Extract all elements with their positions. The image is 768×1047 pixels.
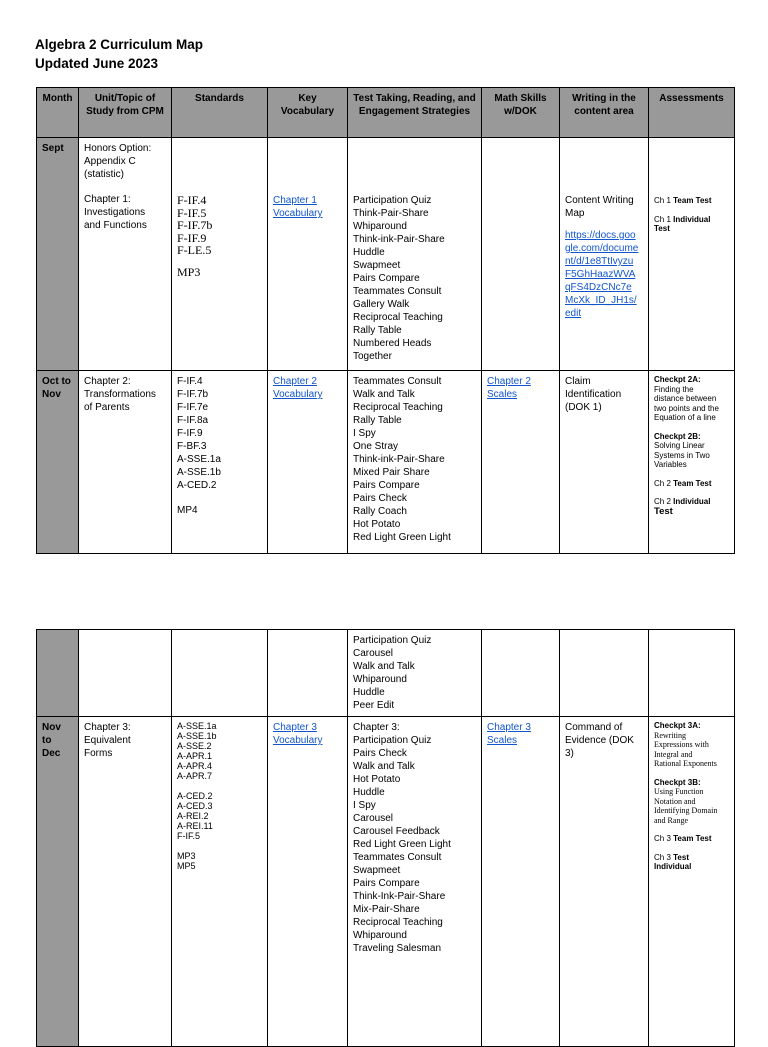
strategy: Pairs Check xyxy=(353,748,407,759)
writing-map-link[interactable]: F5GhHaazWVA xyxy=(565,269,636,280)
strategy: I Spy xyxy=(353,800,376,811)
standard: F-IF.7b xyxy=(177,389,209,400)
math-practice: MP5 xyxy=(177,861,196,871)
math-practice: MP4 xyxy=(177,505,198,516)
standard: A-CED.2 xyxy=(177,480,217,491)
strategy: Pairs Compare xyxy=(353,480,420,491)
writing-map-link[interactable]: edit xyxy=(565,308,582,319)
checkpoint-title: Checkpt 3A: xyxy=(654,721,701,730)
math-skills-cell xyxy=(482,630,560,717)
strategy: Walk and Talk xyxy=(353,761,415,772)
writing-map-link[interactable]: gle.com/docume xyxy=(565,243,639,254)
strategy: Walk and Talk xyxy=(353,661,415,672)
strategy: Together xyxy=(353,351,392,362)
assessment-individual-test xyxy=(654,215,729,234)
strategy: Pairs Compare xyxy=(353,273,420,284)
checkpoint-text: Using Function xyxy=(654,787,704,796)
assessment-type: Team Test xyxy=(673,196,712,205)
checkpoint-text: Systems in Two xyxy=(654,450,710,460)
strategy: One Stray xyxy=(353,441,399,452)
vocabulary-link[interactable]: Vocabulary xyxy=(273,389,323,400)
standard: A-CED.2 xyxy=(177,791,213,801)
writing-cell xyxy=(560,717,649,1047)
strategy: Huddle xyxy=(353,247,385,258)
checkpoint-text: Identifying Domain xyxy=(654,806,718,815)
strategy: Traveling Salesman xyxy=(353,943,442,954)
standard: F-IF.5 xyxy=(177,831,201,841)
strategy: Teammates Consult xyxy=(353,852,442,863)
standard: F-LE.5 xyxy=(177,243,212,257)
unit-text: Equivalent xyxy=(84,735,131,746)
writing-text: (DOK 1) xyxy=(565,402,602,413)
title-line-1: Algebra 2 Curriculum Map xyxy=(35,37,204,52)
checkpoint-text: Solving Linear xyxy=(654,441,705,450)
unit-cell xyxy=(79,717,172,1047)
month-cell xyxy=(37,717,79,1047)
math-skills-cell xyxy=(482,138,560,371)
strategy: Think-Ink-Pair-Share xyxy=(353,891,446,902)
scales-link[interactable]: Chapter 3 xyxy=(487,722,531,733)
vocabulary-cell xyxy=(268,630,348,717)
standard: A-APR.4 xyxy=(177,761,213,771)
standards-cell xyxy=(172,630,268,717)
assessments-cell xyxy=(649,630,735,717)
header-strategies: Test Taking, Reading, and Engagement Strategies xyxy=(348,88,482,138)
standard: A-SSE.1b xyxy=(177,731,217,741)
assessments-cell xyxy=(649,717,735,1047)
checkpoint-title: Checkpt 2A: xyxy=(654,375,701,384)
math-practice: MP3 xyxy=(177,264,201,279)
vocabulary-link[interactable]: Chapter 1 xyxy=(273,195,317,206)
checkpoint-title: Checkpt 2B: xyxy=(654,431,701,441)
standard: A-CED.3 xyxy=(177,801,213,811)
strategy: Gallery Walk xyxy=(353,299,410,310)
strategy: Red Light Green Light xyxy=(353,532,451,543)
math-skills-cell xyxy=(482,717,560,1047)
strategies-cell xyxy=(348,371,482,554)
assessment-type: Team Test xyxy=(673,478,712,488)
document-title xyxy=(35,35,203,73)
unit-text: Chapter 3: xyxy=(84,722,131,733)
strategy: Peer Edit xyxy=(353,700,395,711)
standard: F-IF.8a xyxy=(177,415,209,426)
strategy: Rally Coach xyxy=(353,506,407,517)
standard: A-SSE.1b xyxy=(177,467,221,478)
math-skills-cell xyxy=(482,371,560,554)
month-cell xyxy=(37,630,79,717)
strategy: Swapmeet xyxy=(353,865,401,876)
strategy: Teammates Consult xyxy=(353,286,442,297)
strategy: Hot Potato xyxy=(353,774,401,785)
vocabulary-link[interactable]: Vocabulary xyxy=(273,208,323,219)
unit-text: Appendix C xyxy=(84,156,136,167)
standard: A-APR.7 xyxy=(177,771,213,781)
header-writing: Writing in the content area xyxy=(560,88,649,138)
month-text: Nov xyxy=(42,389,61,400)
unit-cell xyxy=(79,138,172,371)
month-text: Dec xyxy=(42,748,61,759)
strategy: Carousel Feedback xyxy=(353,826,440,837)
row-sept xyxy=(37,138,735,371)
assessment-chapter: Ch 1 xyxy=(654,196,674,205)
row-continued xyxy=(37,630,735,717)
unit-text: Chapter 2: xyxy=(84,376,131,387)
strategy: Rally Table xyxy=(353,325,402,336)
writing-text: Command of xyxy=(565,722,623,733)
strategy: Huddle xyxy=(353,687,385,698)
strategy: Pairs Compare xyxy=(353,878,420,889)
standard: F-IF.4 xyxy=(177,376,203,387)
standard: F-IF.5 xyxy=(177,205,207,220)
strategy: Whiparound xyxy=(353,930,407,941)
writing-map-link[interactable]: nt/d/1e8TtIvyzu xyxy=(565,256,634,267)
writing-cell xyxy=(560,371,649,554)
assessment-type: Test xyxy=(673,852,689,862)
strategy: Participation Quiz xyxy=(353,195,432,206)
writing-map-link[interactable]: McXk_ID_JH1s/ xyxy=(565,295,637,306)
unit-text: Investigations xyxy=(84,207,146,218)
vocabulary-cell xyxy=(268,717,348,1047)
strategy: Red Light Green Light xyxy=(353,839,451,850)
writing-text: Identification xyxy=(565,389,622,400)
assessments-cell xyxy=(649,138,735,371)
writing-text: 3) xyxy=(565,748,574,759)
standards-cell xyxy=(172,717,268,1047)
strategy: Swapmeet xyxy=(353,260,401,271)
unit-text: Transformations xyxy=(84,389,156,400)
assessment-chapter: Ch 2 xyxy=(654,478,674,488)
assessment-chapter: Ch 1 xyxy=(654,214,674,224)
writing-text: Content Writing xyxy=(565,195,634,206)
standard: A-SSE.1a xyxy=(177,454,221,465)
assessment-team-test xyxy=(654,479,729,489)
strategy: Think-ink-Pair-Share xyxy=(353,234,445,245)
strategy: Reciprocal Teaching xyxy=(353,402,443,413)
header-month: Month xyxy=(37,88,79,138)
header-vocabulary: Key Vocabulary xyxy=(268,88,348,138)
curriculum-table-2 xyxy=(36,629,735,1047)
title-line-2: Updated June 2023 xyxy=(35,56,159,71)
strategy: Mixed Pair Share xyxy=(353,467,430,478)
checkpoint-text: and Range xyxy=(654,815,688,825)
header-assessments: Assessments xyxy=(649,88,735,138)
assessment-team-test xyxy=(654,196,729,206)
writing-map-link[interactable]: qFS4DzCNc7e xyxy=(565,282,632,293)
checkpoint-text: Integral and xyxy=(654,749,693,759)
strategy: Participation Quiz xyxy=(353,735,432,746)
strategy: Walk and Talk xyxy=(353,389,415,400)
curriculum-table-1 xyxy=(36,87,735,554)
assessments-cell xyxy=(649,371,735,554)
strategy: Reciprocal Teaching xyxy=(353,917,443,928)
standard: A-SSE.2 xyxy=(177,741,212,751)
vocabulary-link[interactable]: Chapter 2 xyxy=(273,376,317,387)
writing-cell xyxy=(560,138,649,371)
unit-text: Honors Option: xyxy=(84,143,152,154)
checkpoint-text: two points and the xyxy=(654,403,719,413)
row-nov-dec xyxy=(37,717,735,1047)
checkpoint-text: Expressions with xyxy=(654,740,709,749)
strategy: Rally Table xyxy=(353,415,402,426)
strategies-cell xyxy=(348,138,482,371)
writing-text: Claim xyxy=(565,376,591,387)
strategy: I Spy xyxy=(353,428,376,439)
checkpoint-text: Notation and xyxy=(654,796,696,806)
writing-map-link[interactable]: https://docs.goo xyxy=(565,230,636,241)
header-standards: Standards xyxy=(172,88,268,138)
standard: F-IF.4 xyxy=(177,193,207,207)
strategy: Reciprocal Teaching xyxy=(353,312,443,323)
assessment-type: Team Test xyxy=(673,834,712,843)
strategy: Participation Quiz xyxy=(353,635,432,646)
writing-text: Map xyxy=(565,208,585,219)
checkpoint-text: Rewriting xyxy=(654,730,686,740)
assessment-type: Test xyxy=(654,224,670,233)
math-practice: MP3 xyxy=(177,851,196,861)
strategy: Hot Potato xyxy=(353,519,401,530)
strategy: Whiparound xyxy=(353,221,407,232)
checkpoint-text: Finding the xyxy=(654,384,694,394)
unit-text: of Parents xyxy=(84,402,130,413)
assessment-chapter: Ch 3 xyxy=(654,834,674,843)
month-text: Nov to xyxy=(42,722,61,746)
writing-text: Evidence (DOK xyxy=(565,735,634,746)
assessment-individual-test xyxy=(654,853,729,872)
vocabulary-link[interactable]: Vocabulary xyxy=(273,735,323,746)
unit-cell xyxy=(79,630,172,717)
scales-link[interactable]: Chapter 2 xyxy=(487,376,531,387)
strategy: Huddle xyxy=(353,787,385,798)
assessment-type: Individual xyxy=(673,497,711,506)
header-math-skills: Math Skills w/DOK xyxy=(482,88,560,138)
strategy: Numbered Heads xyxy=(353,338,432,349)
assessment-team-test xyxy=(654,834,729,844)
header-row xyxy=(37,88,735,138)
assessment-type: Test xyxy=(654,505,673,517)
checkpoint-text: Rational Exponents xyxy=(654,759,717,768)
standard: F-IF.7e xyxy=(177,402,209,413)
assessment-chapter: Ch 2 xyxy=(654,497,674,506)
unit-text: Chapter 1: xyxy=(84,194,131,205)
row-oct-nov xyxy=(37,371,735,554)
strategies-cell xyxy=(348,717,482,1047)
assessment-type: Individual xyxy=(673,214,711,224)
standard: F-IF.9 xyxy=(177,230,207,245)
strategy: Carousel xyxy=(353,813,394,824)
strategy: Whiparound xyxy=(353,674,407,685)
vocabulary-cell xyxy=(268,371,348,554)
month-cell: Sept xyxy=(37,138,79,371)
vocabulary-link[interactable]: Chapter 3 xyxy=(273,722,317,733)
standard: F-IF.7b xyxy=(177,218,213,232)
unit-cell xyxy=(79,371,172,554)
month-cell xyxy=(37,371,79,554)
assessment-individual-test xyxy=(654,497,729,516)
strategy: Think-ink-Pair-Share xyxy=(353,454,445,465)
vocabulary-cell xyxy=(268,138,348,371)
checkpoint-title: Checkpt 3B: xyxy=(654,777,701,787)
scales-link[interactable]: Scales xyxy=(487,389,518,400)
standard: A-REI.2 xyxy=(177,811,209,821)
standards-cell xyxy=(172,371,268,554)
standard: F-IF.9 xyxy=(177,428,203,439)
scales-link[interactable]: Scales xyxy=(487,735,518,746)
checkpoint-text: distance between xyxy=(654,394,717,403)
strategy: Teammates Consult xyxy=(353,376,442,387)
strategy: Carousel xyxy=(353,648,394,659)
standard: A-REI.11 xyxy=(177,821,213,831)
strategy: Think-Pair-Share xyxy=(353,208,429,219)
standard: A-APR.1 xyxy=(177,751,213,761)
strategy: Pairs Check xyxy=(353,493,407,504)
standards-cell xyxy=(172,138,268,371)
header-unit: Unit/Topic of Study from CPM xyxy=(79,88,172,138)
assessment-chapter: Ch 3 xyxy=(654,852,674,862)
strategy: Mix-Pair-Share xyxy=(353,904,420,915)
checkpoint-text: Equation of a line xyxy=(654,413,716,422)
assessment-type: Individual xyxy=(654,862,692,871)
standard: F-BF.3 xyxy=(177,441,207,452)
strategies-cell xyxy=(348,630,482,717)
standard: A-SSE.1a xyxy=(177,721,217,731)
strategy: Chapter 3: xyxy=(353,722,400,733)
unit-text: Forms xyxy=(84,748,113,759)
writing-cell xyxy=(560,630,649,717)
unit-text: (statistic) xyxy=(84,169,124,180)
unit-text: and Functions xyxy=(84,220,147,231)
month-text: Oct to xyxy=(42,376,71,387)
checkpoint-text: Variables xyxy=(654,460,687,469)
